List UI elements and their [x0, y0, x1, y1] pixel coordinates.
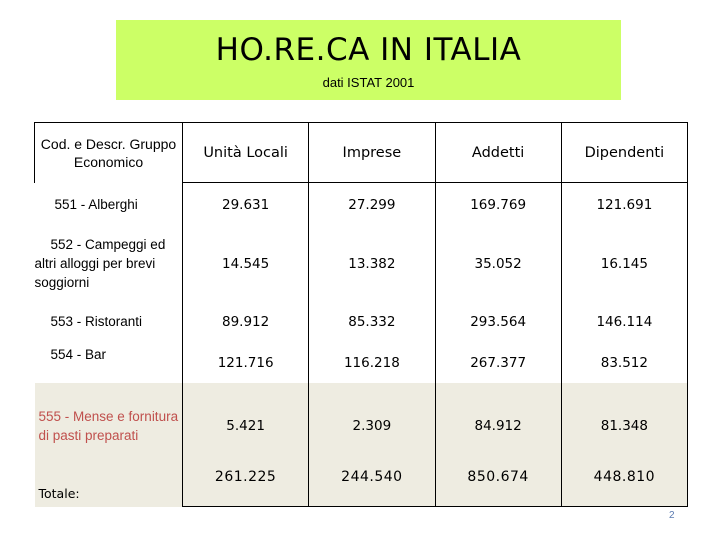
- table-row: [35, 227, 688, 301]
- header-dipendenti: Dipendenti: [561, 123, 687, 183]
- title-banner: [116, 20, 621, 100]
- row-desc: 553 - Ristoranti: [50, 314, 143, 329]
- cell-imprese: 13.382: [309, 227, 435, 301]
- row-desc: 555 - Mense e fornitura di pasti preparati: [38, 408, 179, 443]
- table-total-row: [35, 469, 688, 507]
- table-header-row: [35, 123, 688, 183]
- total-unita-locali: 261.225: [183, 469, 309, 507]
- table-row: [35, 183, 688, 227]
- table-row: [35, 383, 688, 469]
- cell-dipendenti: 121.691: [561, 183, 687, 227]
- cell-addetti: 169.769: [435, 183, 561, 227]
- total-dipendenti: 448.810: [561, 469, 687, 507]
- header-unita-locali: Unità Locali: [183, 123, 309, 183]
- cell-addetti: 35.052: [435, 227, 561, 301]
- horeca-table: [34, 122, 688, 507]
- table-row: [35, 301, 688, 343]
- header-desc: Cod. e Descr. Gruppo Economico: [35, 123, 183, 183]
- page-subtitle: dati ISTAT 2001: [322, 75, 415, 90]
- cell-unita-locali: 89.912: [183, 301, 309, 343]
- cell-addetti: 84.912: [435, 383, 561, 469]
- row-desc: 551 - Alberghi: [54, 197, 138, 212]
- row-desc: [35, 227, 183, 301]
- cell-addetti: 293.564: [435, 301, 561, 343]
- cell-addetti: 267.377: [435, 343, 561, 383]
- header-addetti: Addetti: [435, 123, 561, 183]
- cell-unita-locali: 29.631: [183, 183, 309, 227]
- total-label: Totale:: [38, 485, 80, 501]
- total-addetti: 850.674: [435, 469, 561, 507]
- total-imprese: 244.540: [309, 469, 435, 507]
- page-number: 2: [669, 510, 675, 521]
- cell-dipendenti: 81.348: [561, 383, 687, 469]
- cell-imprese: 116.218: [309, 343, 435, 383]
- header-imprese: Imprese: [309, 123, 435, 183]
- cell-dipendenti: 83.512: [561, 343, 687, 383]
- row-desc: 554 - Bar: [50, 346, 107, 362]
- cell-dipendenti: 16.145: [561, 227, 687, 301]
- cell-unita-locali: 14.545: [183, 227, 309, 301]
- cell-imprese: 27.299: [309, 183, 435, 227]
- row-desc-text: 552 - Campeggi ed altri alloggi per brevi soggiorni: [34, 237, 166, 290]
- table-row: [35, 343, 688, 383]
- cell-unita-locali: 5.421: [183, 383, 309, 469]
- cell-unita-locali: 121.716: [183, 343, 309, 383]
- cell-imprese: 85.332: [309, 301, 435, 343]
- cell-imprese: 2.309: [309, 383, 435, 469]
- cell-dipendenti: 146.114: [561, 301, 687, 343]
- page-title: HO.RE.CA IN ITALIA: [215, 32, 522, 68]
